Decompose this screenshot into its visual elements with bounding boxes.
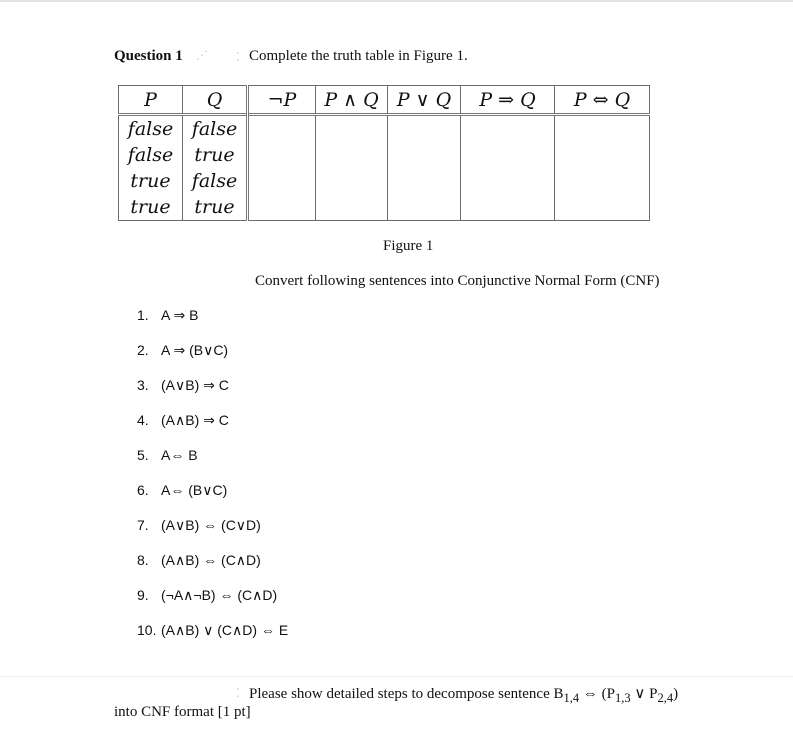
header-q: Q — [183, 86, 248, 115]
cell-p-and-q[interactable] — [316, 194, 388, 221]
list-item-text: (¬A∧¬B) ⇔ (C∧D) — [161, 587, 278, 603]
list-item-number: 6. — [137, 482, 149, 498]
cell-p-or-q[interactable] — [388, 115, 461, 143]
list-item — [137, 445, 288, 480]
header-p-and-q: P ∧ Q — [316, 86, 388, 115]
decompose-instruction — [249, 684, 678, 706]
list-item-number: 5. — [137, 447, 149, 463]
decompose-close: ) — [673, 686, 679, 702]
cell-p-implies-q[interactable] — [461, 115, 555, 143]
cell-not-p[interactable] — [248, 115, 316, 143]
cell-q: false — [183, 115, 248, 143]
list-item — [137, 410, 288, 445]
cell-q: true — [183, 194, 248, 221]
list-item-text: A⇔ (B∨C) — [161, 482, 228, 498]
list-item-number: 10. — [137, 622, 157, 638]
truth-table-header-row — [119, 86, 650, 115]
list-item — [137, 340, 288, 375]
cell-p: false — [119, 115, 183, 143]
list-item-number: 9. — [137, 587, 149, 603]
truth-table — [118, 85, 650, 221]
cell-p: true — [119, 168, 183, 194]
cell-not-p[interactable] — [248, 142, 316, 168]
cell-p-iff-q[interactable] — [555, 194, 650, 221]
cell-p-and-q[interactable] — [316, 115, 388, 143]
list-item-number: 4. — [137, 412, 149, 428]
decompose-or: ∨ P — [630, 686, 658, 702]
cell-p-iff-q[interactable] — [555, 168, 650, 194]
question-instruction: Complete the truth table in Figure 1. — [249, 48, 468, 64]
cell-p: true — [119, 194, 183, 221]
list-item — [137, 480, 288, 515]
cell-p-iff-q[interactable] — [555, 115, 650, 143]
cell-p-implies-q[interactable] — [461, 168, 555, 194]
list-item-text: (A∨B) ⇒ C — [161, 377, 229, 393]
cell-p-implies-q[interactable] — [461, 194, 555, 221]
top-divider — [0, 0, 793, 2]
list-item-number: 3. — [137, 377, 149, 393]
cell-p: false — [119, 142, 183, 168]
list-item-number: 1. — [137, 307, 149, 323]
cell-p-or-q[interactable] — [388, 194, 461, 221]
cell-q: false — [183, 168, 248, 194]
cell-p-implies-q[interactable] — [461, 142, 555, 168]
cell-not-p[interactable] — [248, 168, 316, 194]
cell-p-or-q[interactable] — [388, 168, 461, 194]
table-row — [119, 168, 650, 194]
convert-instruction: Convert following sentences into Conjunctive Normal Form (CNF) — [255, 273, 660, 289]
list-item-number: 2. — [137, 342, 149, 358]
list-item-number: 7. — [137, 517, 149, 533]
cell-p-and-q[interactable] — [316, 168, 388, 194]
cell-q: true — [183, 142, 248, 168]
figure-caption: Figure 1 — [383, 238, 434, 254]
table-row — [119, 142, 650, 168]
sentence-list — [137, 305, 288, 655]
header-not-p: ¬P — [248, 86, 316, 115]
list-item — [137, 375, 288, 410]
table-row — [119, 115, 650, 143]
faint-mark: ⁚ — [236, 686, 240, 700]
cell-p-iff-q[interactable] — [555, 142, 650, 168]
list-item — [137, 620, 288, 655]
header-p-or-q: P ∨ Q — [388, 86, 461, 115]
list-item-text: (A∧B) ⇔ (C∧D) — [161, 552, 261, 568]
list-item-text: A ⇒ (B∨C) — [161, 342, 229, 358]
list-item — [137, 585, 288, 620]
decompose-text: Please show detailed steps to decompose sentence B — [249, 686, 564, 702]
faint-mark: ⁚ — [236, 50, 240, 64]
cell-p-or-q[interactable] — [388, 142, 461, 168]
table-row — [119, 194, 650, 221]
list-item — [137, 515, 288, 550]
list-item-text: (A∧B) ∨ (C∧D) ⇔ E — [161, 622, 289, 638]
question-title: Question 1 — [114, 48, 183, 64]
header-p: P — [119, 86, 183, 115]
subscript-p1: 1,3 — [614, 691, 631, 705]
list-item-text: (A∧B) ⇒ C — [161, 412, 229, 428]
subscript-p2: 2,4 — [657, 691, 674, 705]
cell-not-p[interactable] — [248, 194, 316, 221]
list-item — [137, 550, 288, 585]
subscript-b: 1,4 — [563, 691, 580, 705]
cell-p-and-q[interactable] — [316, 142, 388, 168]
list-item — [137, 305, 288, 340]
header-p-iff-q: P ⇔ Q — [555, 86, 650, 115]
faint-mark: ⋰ — [196, 48, 208, 62]
list-item-text: A ⇒ B — [161, 307, 199, 323]
list-item-text: A⇔ B — [161, 447, 198, 463]
section-divider — [0, 676, 793, 677]
header-p-implies-q: P ⇒ Q — [461, 86, 555, 115]
list-item-text: (A∨B) ⇔ (C∨D) — [161, 517, 261, 533]
decompose-instruction-cont: into CNF format [1 pt] — [114, 704, 251, 720]
decompose-iff: ⇔ (P — [579, 686, 615, 702]
list-item-number: 8. — [137, 552, 149, 568]
